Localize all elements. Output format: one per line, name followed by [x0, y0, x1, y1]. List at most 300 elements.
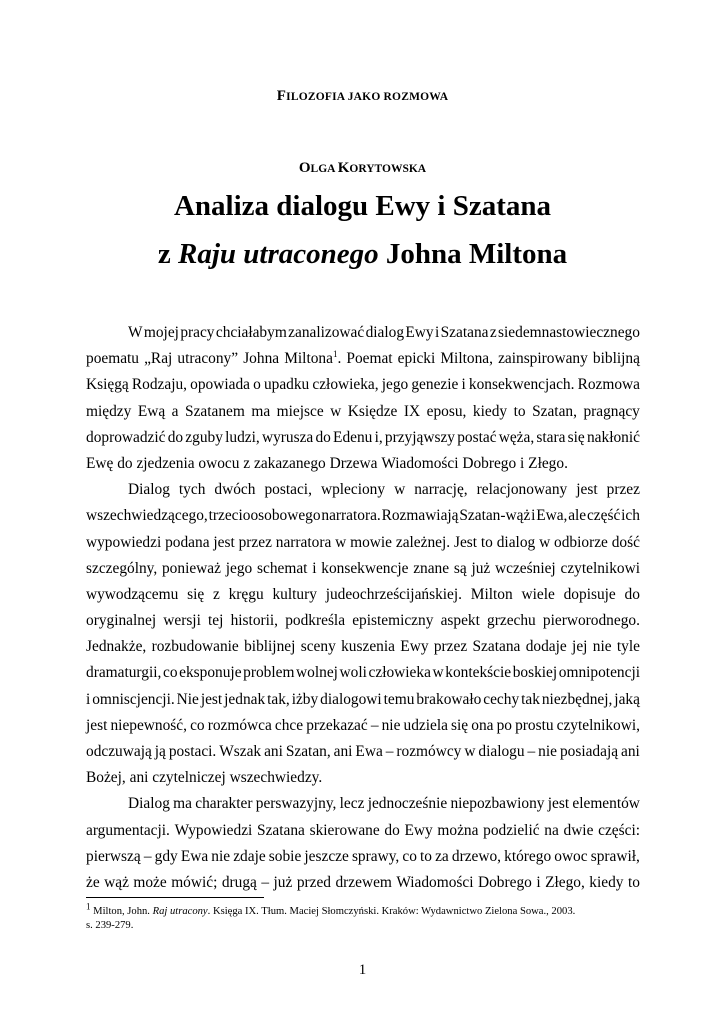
word: może [133, 873, 167, 891]
word: Szatan, [532, 402, 577, 420]
word: ich [621, 507, 640, 525]
word: nie [381, 716, 401, 734]
word: Dialog [128, 481, 170, 499]
word: niepozbawiony [450, 795, 545, 813]
word: Ewę [86, 454, 118, 472]
text-line [86, 320, 640, 346]
word: i [434, 324, 440, 341]
word: eposu, [426, 402, 467, 420]
word: omnipotencji [558, 664, 640, 682]
word: ani [264, 743, 283, 760]
word: wypowiedzi [86, 533, 162, 551]
word: ani [129, 769, 153, 787]
word: wyrusza [261, 428, 314, 446]
word: ludzi, [225, 428, 260, 446]
word: Dobrego [477, 873, 532, 891]
word: Bożej, [86, 769, 130, 787]
word: węża, [498, 428, 535, 446]
word: trzecioosobowego [208, 507, 321, 525]
word: się [451, 716, 469, 734]
word: Szatanem [185, 402, 245, 420]
word: nakłonić [586, 428, 640, 446]
word: – [385, 743, 394, 760]
text-line [86, 425, 640, 451]
word: Poemat [346, 350, 393, 368]
word: biblijnej [244, 638, 296, 656]
text-line [86, 503, 640, 529]
word: Johna [243, 350, 280, 368]
word: konsekwencje [321, 559, 409, 577]
paper-title-line2 [0, 238, 725, 271]
word: wszechwiedzącego, [86, 507, 208, 525]
word: za [435, 847, 449, 865]
word: i [531, 507, 536, 525]
word: pierworodnego. [542, 612, 640, 630]
word: zależnej. [395, 533, 451, 551]
word: schemat [257, 559, 308, 577]
author-initial-first: O [298, 160, 311, 176]
word: kiedy [472, 402, 508, 420]
text-line [86, 451, 640, 477]
word: między [86, 402, 132, 420]
word: sobie [268, 847, 302, 865]
word: brakowało [416, 690, 482, 708]
word: zakazanego [253, 454, 330, 472]
word: nie [538, 743, 557, 760]
word: Szatana [440, 324, 489, 341]
word: elementów [572, 795, 640, 813]
word: nie [592, 638, 612, 656]
word: to [420, 847, 432, 865]
word: już [471, 559, 491, 577]
text-line [86, 399, 640, 425]
word: wolnej [296, 664, 338, 682]
word: postaci, [264, 481, 312, 499]
word: rozmówca [207, 716, 272, 734]
word: doprowadzić [86, 428, 166, 446]
word: Ewa [355, 743, 383, 760]
word: prostu [515, 716, 554, 734]
word: Milton [470, 585, 513, 603]
word: Rozmowa [577, 376, 640, 394]
word: oryginalnej [86, 612, 157, 630]
word: utracony” [177, 350, 239, 368]
word: jest [86, 716, 108, 734]
word: skierowane [309, 821, 380, 839]
page-number: 1 [358, 962, 367, 978]
word: ją [154, 743, 166, 760]
word: jednak [224, 690, 266, 708]
footnote [86, 901, 640, 933]
word: epicki [397, 350, 436, 368]
word: pierwszą [86, 847, 141, 865]
author-last-rest: ORYTOWSKA [349, 163, 427, 175]
word: postaci. [168, 743, 217, 760]
title-prefix: z [157, 238, 178, 270]
word: upadku [263, 376, 310, 394]
word: konsekwencjach. [468, 376, 575, 394]
word: Złego. [528, 454, 568, 472]
word: – [527, 743, 536, 760]
author-name [0, 160, 725, 177]
text-line [86, 791, 640, 817]
word: jest [576, 481, 598, 499]
word: tak, [267, 690, 290, 708]
word: jest [547, 795, 570, 813]
word: z [489, 324, 497, 341]
word: Ewa, [536, 507, 568, 525]
word: woli [339, 664, 367, 682]
word: przez [238, 533, 272, 551]
text-line [86, 739, 640, 765]
word: w [432, 664, 444, 682]
word: i [520, 454, 529, 472]
word: szczególny, [86, 559, 158, 577]
word: – [370, 716, 379, 734]
word: i [312, 559, 317, 577]
text-line [86, 687, 640, 713]
word: judeochrześcijańskiej. [325, 585, 463, 603]
word: część [586, 507, 621, 525]
word: i [86, 690, 91, 708]
body-text [86, 320, 640, 896]
word: wcześniej [495, 559, 556, 577]
word: Złego, [545, 873, 585, 891]
word: „Raj [144, 350, 173, 368]
word: dialog [365, 324, 405, 341]
word: którego [504, 847, 552, 865]
word: stara [536, 428, 566, 446]
word: dialogowi [320, 690, 382, 708]
word: Miltona, [440, 350, 493, 368]
word: podzielić [483, 821, 540, 839]
word: ani [333, 743, 353, 760]
footnote-separator [86, 897, 264, 898]
word: odbiorze [554, 533, 608, 551]
word: jeszcze [304, 847, 349, 865]
text-line [86, 818, 640, 844]
word: Wypowiedzi [174, 821, 253, 839]
word: aspekt [440, 612, 480, 630]
word: drugą [221, 873, 257, 891]
series-title [0, 88, 725, 105]
word: można [437, 821, 479, 839]
word: do [167, 428, 184, 446]
word: wywodzącemu [86, 585, 179, 603]
word: i, [374, 428, 383, 446]
word: ma [173, 795, 192, 813]
title-italic-work: Raju utraconego [177, 238, 379, 270]
word: znane [413, 559, 450, 577]
word: Szatana [257, 821, 305, 839]
word: grzechu [487, 612, 536, 630]
word: wpleciony [320, 481, 386, 499]
word: ale [568, 507, 587, 525]
word: Szatana [472, 638, 521, 656]
word: do [315, 428, 331, 446]
word: niepewność, [110, 716, 187, 734]
text-line [86, 582, 640, 608]
word: z [243, 454, 254, 472]
word: Miltona$^1$. [284, 346, 341, 372]
word: narratora. [321, 507, 381, 525]
word: zainspirowany [498, 350, 588, 368]
word: Dialog [128, 795, 170, 813]
word: czytelnikowi, [556, 716, 640, 734]
word: udziela [403, 716, 448, 734]
word: do [384, 821, 400, 839]
text-line [86, 634, 640, 660]
text-line [86, 530, 640, 556]
word: opowiada [190, 376, 250, 394]
text-line [86, 870, 640, 896]
word: że [86, 873, 100, 891]
word: mówić; [171, 873, 218, 891]
word: na [544, 821, 559, 839]
word: przez [606, 481, 640, 499]
word: kuszenia [341, 638, 395, 656]
word: ona [471, 716, 494, 734]
word: eksponuje [179, 664, 242, 682]
word: o [253, 376, 261, 394]
word: sprawił, [590, 847, 640, 865]
word: pragnący [583, 402, 640, 420]
word: argumentacji. [86, 821, 170, 839]
word: części: [598, 821, 640, 839]
word: Księdze [347, 402, 398, 420]
word: przez [433, 638, 468, 656]
word: dramaturgii, [86, 664, 162, 682]
word: poematu [86, 350, 139, 368]
word: historii, [230, 612, 279, 630]
word: Jest [453, 533, 478, 551]
word: się [187, 585, 205, 603]
text-line [86, 660, 640, 686]
word: cechy [483, 690, 520, 708]
word: przed [296, 873, 331, 891]
word: narrację, [414, 481, 468, 499]
word: – [261, 873, 270, 891]
text-line [86, 372, 640, 398]
word: IX [403, 402, 421, 420]
word: relacjonowany [476, 481, 568, 499]
footnote-author: Milton, John. [90, 906, 153, 917]
word: genezie [411, 376, 459, 394]
word: ani [621, 743, 640, 760]
word: Edenu [333, 428, 373, 446]
footnote-work-title: Raj utracony [152, 906, 208, 917]
word: w [394, 481, 406, 499]
word: wiele [521, 585, 555, 603]
word: wersji [163, 612, 201, 630]
word: jego [381, 376, 409, 394]
word: rozmówcy [396, 743, 462, 760]
word: tak [521, 690, 540, 708]
text-line [86, 608, 640, 634]
word: przekazać [306, 716, 368, 734]
word: jest [213, 533, 235, 551]
word: do [624, 585, 640, 603]
word: Ewy [400, 638, 429, 656]
word: Wiadomości [396, 873, 474, 891]
word: do [117, 454, 137, 472]
word: iżby [291, 690, 319, 708]
word: Szatan-wąż [459, 507, 531, 525]
word: chce [274, 716, 304, 734]
text-line-with-footnote [86, 346, 640, 372]
word: gdy [154, 847, 178, 865]
word: to [513, 402, 526, 420]
word: – [143, 847, 152, 865]
word: dwie [563, 821, 594, 839]
word: jej [572, 638, 588, 656]
word: a [171, 402, 179, 420]
paper-title-line1: Analiza dialogu Ewy i Szatana [173, 190, 552, 222]
series-title-initial: F [276, 88, 287, 104]
word: kiedy [589, 873, 624, 891]
word: epistemiczny [352, 612, 434, 630]
word: mojej [143, 324, 179, 341]
word: Ewy [404, 821, 433, 839]
word: problem [243, 664, 295, 682]
footnote-line1 [86, 901, 640, 919]
word: narratora [275, 533, 332, 551]
word: chciałabym [215, 324, 287, 341]
word: Ewy [405, 324, 434, 341]
word: czytelniczej [152, 769, 230, 787]
text-line [86, 556, 640, 582]
word: Wiadomości [381, 454, 463, 472]
word: podana [165, 533, 210, 551]
word: Rodzaju, [131, 376, 188, 394]
title-suffix: Johna Miltona [378, 238, 568, 270]
word: ma [251, 402, 271, 420]
word: tych [178, 481, 206, 499]
word: postać [457, 428, 497, 446]
word: drzewem [335, 873, 392, 891]
word: mowie [350, 533, 393, 551]
word: rozbudowanie [151, 638, 239, 656]
word: Ewą [137, 402, 166, 420]
word: dodaje [525, 638, 567, 656]
word: Ewa [180, 847, 209, 865]
word: co [402, 847, 417, 865]
word: owocu [198, 454, 244, 472]
word: biblijną [592, 350, 640, 368]
word: jest [200, 690, 223, 708]
word: Rozmawiają [381, 507, 459, 525]
word: Nie [176, 690, 199, 708]
word: w [335, 533, 347, 551]
word: zanalizować [288, 324, 365, 341]
word: już [273, 873, 293, 891]
text-line [86, 844, 640, 870]
word: czytelnikowi [560, 559, 640, 577]
word: to [480, 533, 493, 551]
word: Wszak [219, 743, 262, 760]
word: tyle [616, 638, 640, 656]
word: kultury [272, 585, 317, 603]
series-title-rest: ILOZOFIA JAKO ROZMOWA [286, 91, 449, 103]
word: w [330, 402, 342, 420]
word: lecz [339, 795, 365, 813]
word: miejsce [276, 402, 324, 420]
word: pracy [180, 324, 215, 341]
word: Drzewa [329, 454, 382, 472]
text-line [86, 765, 640, 791]
word: owoc [554, 847, 588, 865]
word: co [162, 664, 178, 682]
word: zguby [185, 428, 223, 446]
footnote-marker: 1 [86, 901, 91, 912]
word: Jednakże, [86, 638, 147, 656]
word: wąż [104, 873, 129, 891]
word: Szatan, [285, 743, 331, 760]
word: są [453, 559, 467, 577]
word: po [496, 716, 512, 734]
word: jednocześnie [367, 795, 448, 813]
word: jego [225, 559, 253, 577]
word: posiadają [559, 743, 619, 760]
word: zdaje [233, 847, 266, 865]
word: temu [383, 690, 415, 708]
word: człowieka, [312, 376, 379, 394]
word: kontekście [445, 664, 512, 682]
footnote-line2: s. 239-279. [86, 920, 134, 931]
word: jaką [614, 690, 640, 708]
author-first-rest: LGA [310, 163, 338, 175]
footnote-details: . Księga IX. Tłum. Maciej Słomczyński. Kraków: Wydawnictwo Zielona Sowa., 2003. [207, 906, 576, 917]
word: omniscjencji. [92, 690, 175, 708]
word: siedemnastowiecznego [498, 324, 640, 341]
word: przyjąwszy [384, 428, 455, 446]
word: człowieka [368, 664, 431, 682]
word: zjedzenia [136, 454, 199, 472]
word: i [461, 376, 466, 394]
word: Księgą [86, 376, 129, 394]
word: drzewo, [451, 847, 502, 865]
word: tej [208, 612, 224, 630]
word: dialog [496, 533, 536, 551]
word: dialogu [478, 743, 525, 760]
word: podkreśla [285, 612, 346, 630]
word: sceny [300, 638, 336, 656]
word: w [464, 743, 476, 760]
word: dwóch [214, 481, 256, 499]
word: wszechwiedzy. [229, 769, 323, 787]
word: boskiej [512, 664, 558, 682]
text-line [86, 713, 640, 739]
word: dopisuje [563, 585, 616, 603]
text-line [86, 477, 640, 503]
footnote-ref: 1 [332, 349, 338, 360]
word: niezbędnej, [541, 690, 613, 708]
word: i [536, 873, 541, 891]
word: odczuwają [86, 743, 152, 760]
word: ponieważ [161, 559, 221, 577]
word: Dobrego [462, 454, 521, 472]
word: z [212, 585, 220, 603]
word: w [539, 533, 551, 551]
word: . [337, 350, 342, 368]
author-initial-last: K [337, 160, 350, 176]
word: kręgu [228, 585, 264, 603]
word: dość [611, 533, 640, 551]
word: sprawy, [351, 847, 400, 865]
word: to [627, 873, 640, 891]
word: W [128, 324, 143, 341]
word: perswazyjny, [255, 795, 337, 813]
